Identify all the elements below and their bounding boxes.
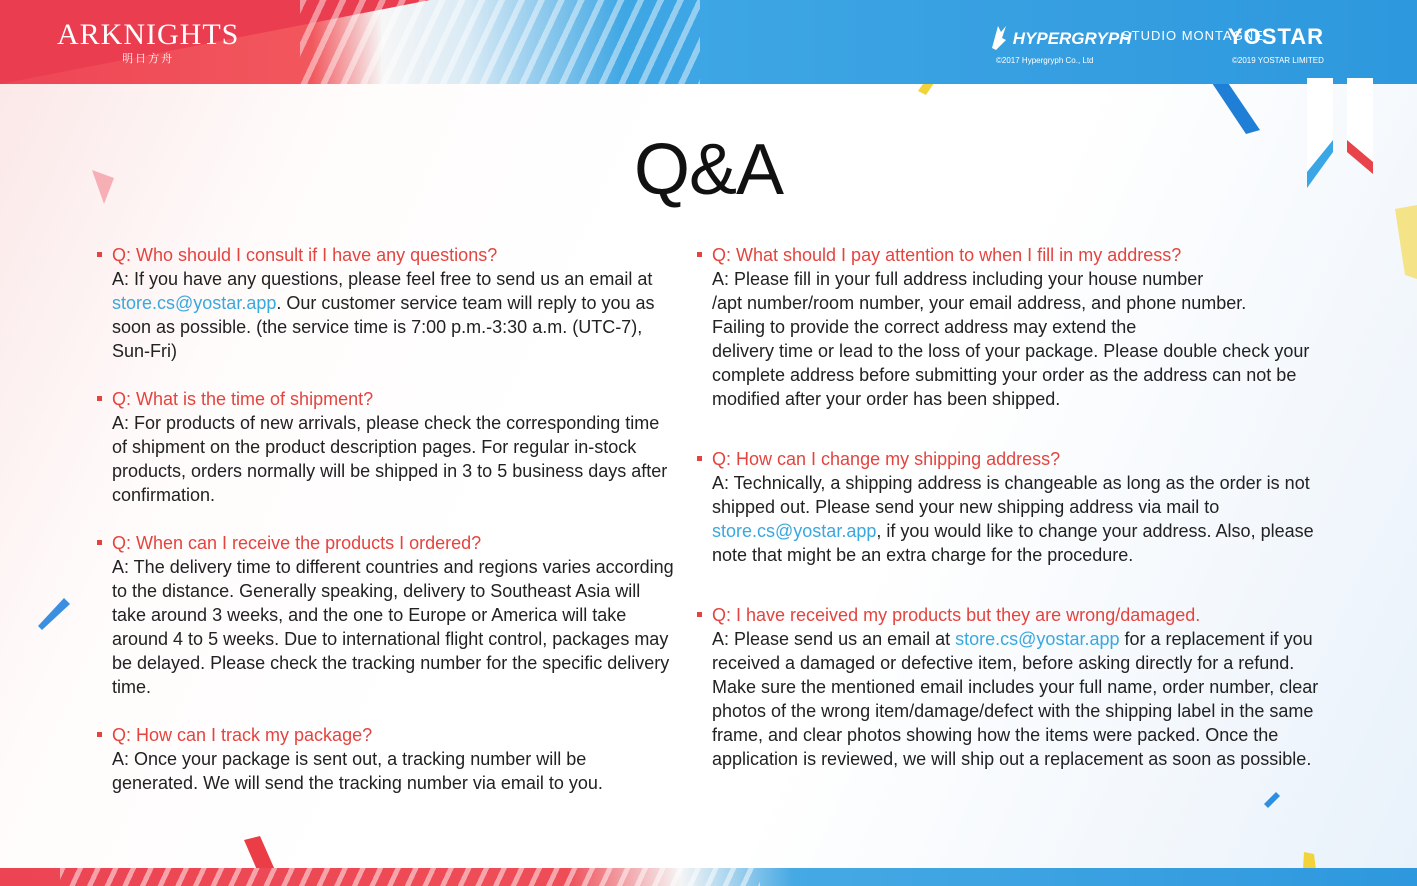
answer: A: Once your package is sent out, a tracking number will be generated. We will send the tracking number via email to you. bbox=[112, 749, 603, 793]
support-email-link[interactable]: store.cs@yostar.app bbox=[955, 629, 1120, 649]
support-email-link[interactable]: store.cs@yostar.app bbox=[112, 293, 277, 313]
qa-item bbox=[97, 723, 677, 795]
answer: A: For products of new arrivals, please check the corresponding time of shipment on the product description pages. For regular in-stock products, orders normally will be shipped in 3 to 5 business days after confirmation. bbox=[112, 413, 668, 505]
arknights-logo[interactable] bbox=[57, 18, 239, 66]
confetti-decoration-blue-small bbox=[1262, 790, 1282, 810]
answer-text: , if you would like to change your address. Also, please note that might be an extra charge for the procedure. bbox=[712, 521, 1314, 565]
qa-item bbox=[697, 603, 1327, 771]
answer-line: Failing to provide the correct address may extend the bbox=[712, 317, 1137, 337]
qa-item bbox=[97, 387, 677, 507]
yostar-copyright: ©2019 YOSTAR LIMITED bbox=[1232, 56, 1324, 65]
question: Q: What is the time of shipment? bbox=[97, 387, 677, 411]
qa-item bbox=[697, 243, 1327, 411]
question: Q: When can I receive the products I ordered? bbox=[97, 531, 677, 555]
support-email-link[interactable]: store.cs@yostar.app bbox=[712, 521, 877, 541]
footer-stripe-pattern bbox=[60, 868, 760, 886]
yostar-logo: YOSTAR bbox=[1228, 24, 1325, 49]
qa-item bbox=[97, 531, 677, 699]
hypergryph-wing-icon bbox=[990, 24, 1008, 50]
confetti-decoration-yellow-right bbox=[1385, 205, 1417, 285]
qa-item bbox=[97, 243, 677, 363]
answer bbox=[697, 471, 1327, 567]
answer-line: A: Please fill in your full address including your house number bbox=[712, 269, 1204, 289]
question: Q: I have received my products but they are wrong/damaged. bbox=[697, 603, 1327, 627]
question: Q: Who should I consult if I have any questions? bbox=[97, 243, 677, 267]
answer-text: A: Technically, a shipping address is changeable as long as the order is not shipped out. Please send your new shipping address via mail to bbox=[712, 473, 1310, 517]
answer-text: . Our customer service team will reply to you as soon as possible. (the service time is 7:00 p.m.-3:30 a.m. (UTC-7), Sun-Fri) bbox=[112, 293, 655, 361]
brand-subtitle: 明日方舟 bbox=[122, 53, 175, 65]
hypergryph-copyright: ©2017 Hypergryph Co., Ltd bbox=[996, 56, 1094, 65]
header-stripe-pattern bbox=[300, 0, 700, 84]
question: Q: How can I track my package? bbox=[97, 723, 677, 747]
footer-bar bbox=[0, 868, 1417, 886]
answer-text: A: If you have any questions, please feel free to send us an email at bbox=[112, 269, 653, 289]
qa-item bbox=[697, 447, 1327, 567]
hypergryph-logo-text: HYPERGRYPH bbox=[1012, 29, 1132, 48]
confetti-decoration-blue-left bbox=[34, 594, 74, 634]
studio-montagne-logo: STUDIO MONTAGNE bbox=[1122, 28, 1264, 43]
qa-column-right bbox=[697, 243, 1327, 771]
page-title: Q&A bbox=[633, 130, 784, 210]
question: Q: What should I pay attention to when I fill in my address? bbox=[697, 243, 1327, 267]
answer-line: /apt number/room number, your email address, and phone number. bbox=[712, 293, 1247, 313]
partner-logos bbox=[990, 18, 1370, 68]
answer-text: for a replacement if you received a damaged or defective item, before asking directly for a refund. Make sure the mentioned email includes your full name, order number, clear photos of the wrong item/damage/defect with the shipping label in the same frame, and clear photos showing how the items were packed. Once the application is reviewed, we will ship out a replacement as soon as possible. bbox=[712, 629, 1319, 769]
question: Q: How can I change my shipping address? bbox=[697, 447, 1327, 471]
answer-line: delivery time or lead to the loss of your package. Please double check your complete address before submitting your order as the address can not be modified after your order has been shipped. bbox=[712, 341, 1310, 409]
answer bbox=[697, 627, 1327, 771]
answer: A: The delivery time to different countries and regions varies according to the distance. Generally speaking, delivery to Southeast Asia will take around 3 weeks, and the one to Europe or America will take around 4 to 5 weeks. Due to international flight control, packages may be delayed. Please check the tracking number for the specific delivery time. bbox=[112, 557, 674, 697]
answer bbox=[97, 267, 677, 363]
answer-text: A: Please send us an email at bbox=[712, 629, 956, 649]
qa-column-left bbox=[97, 243, 677, 795]
hypergryph-logo bbox=[990, 24, 1131, 50]
brand-name: ARKNIGHTS bbox=[57, 18, 240, 51]
